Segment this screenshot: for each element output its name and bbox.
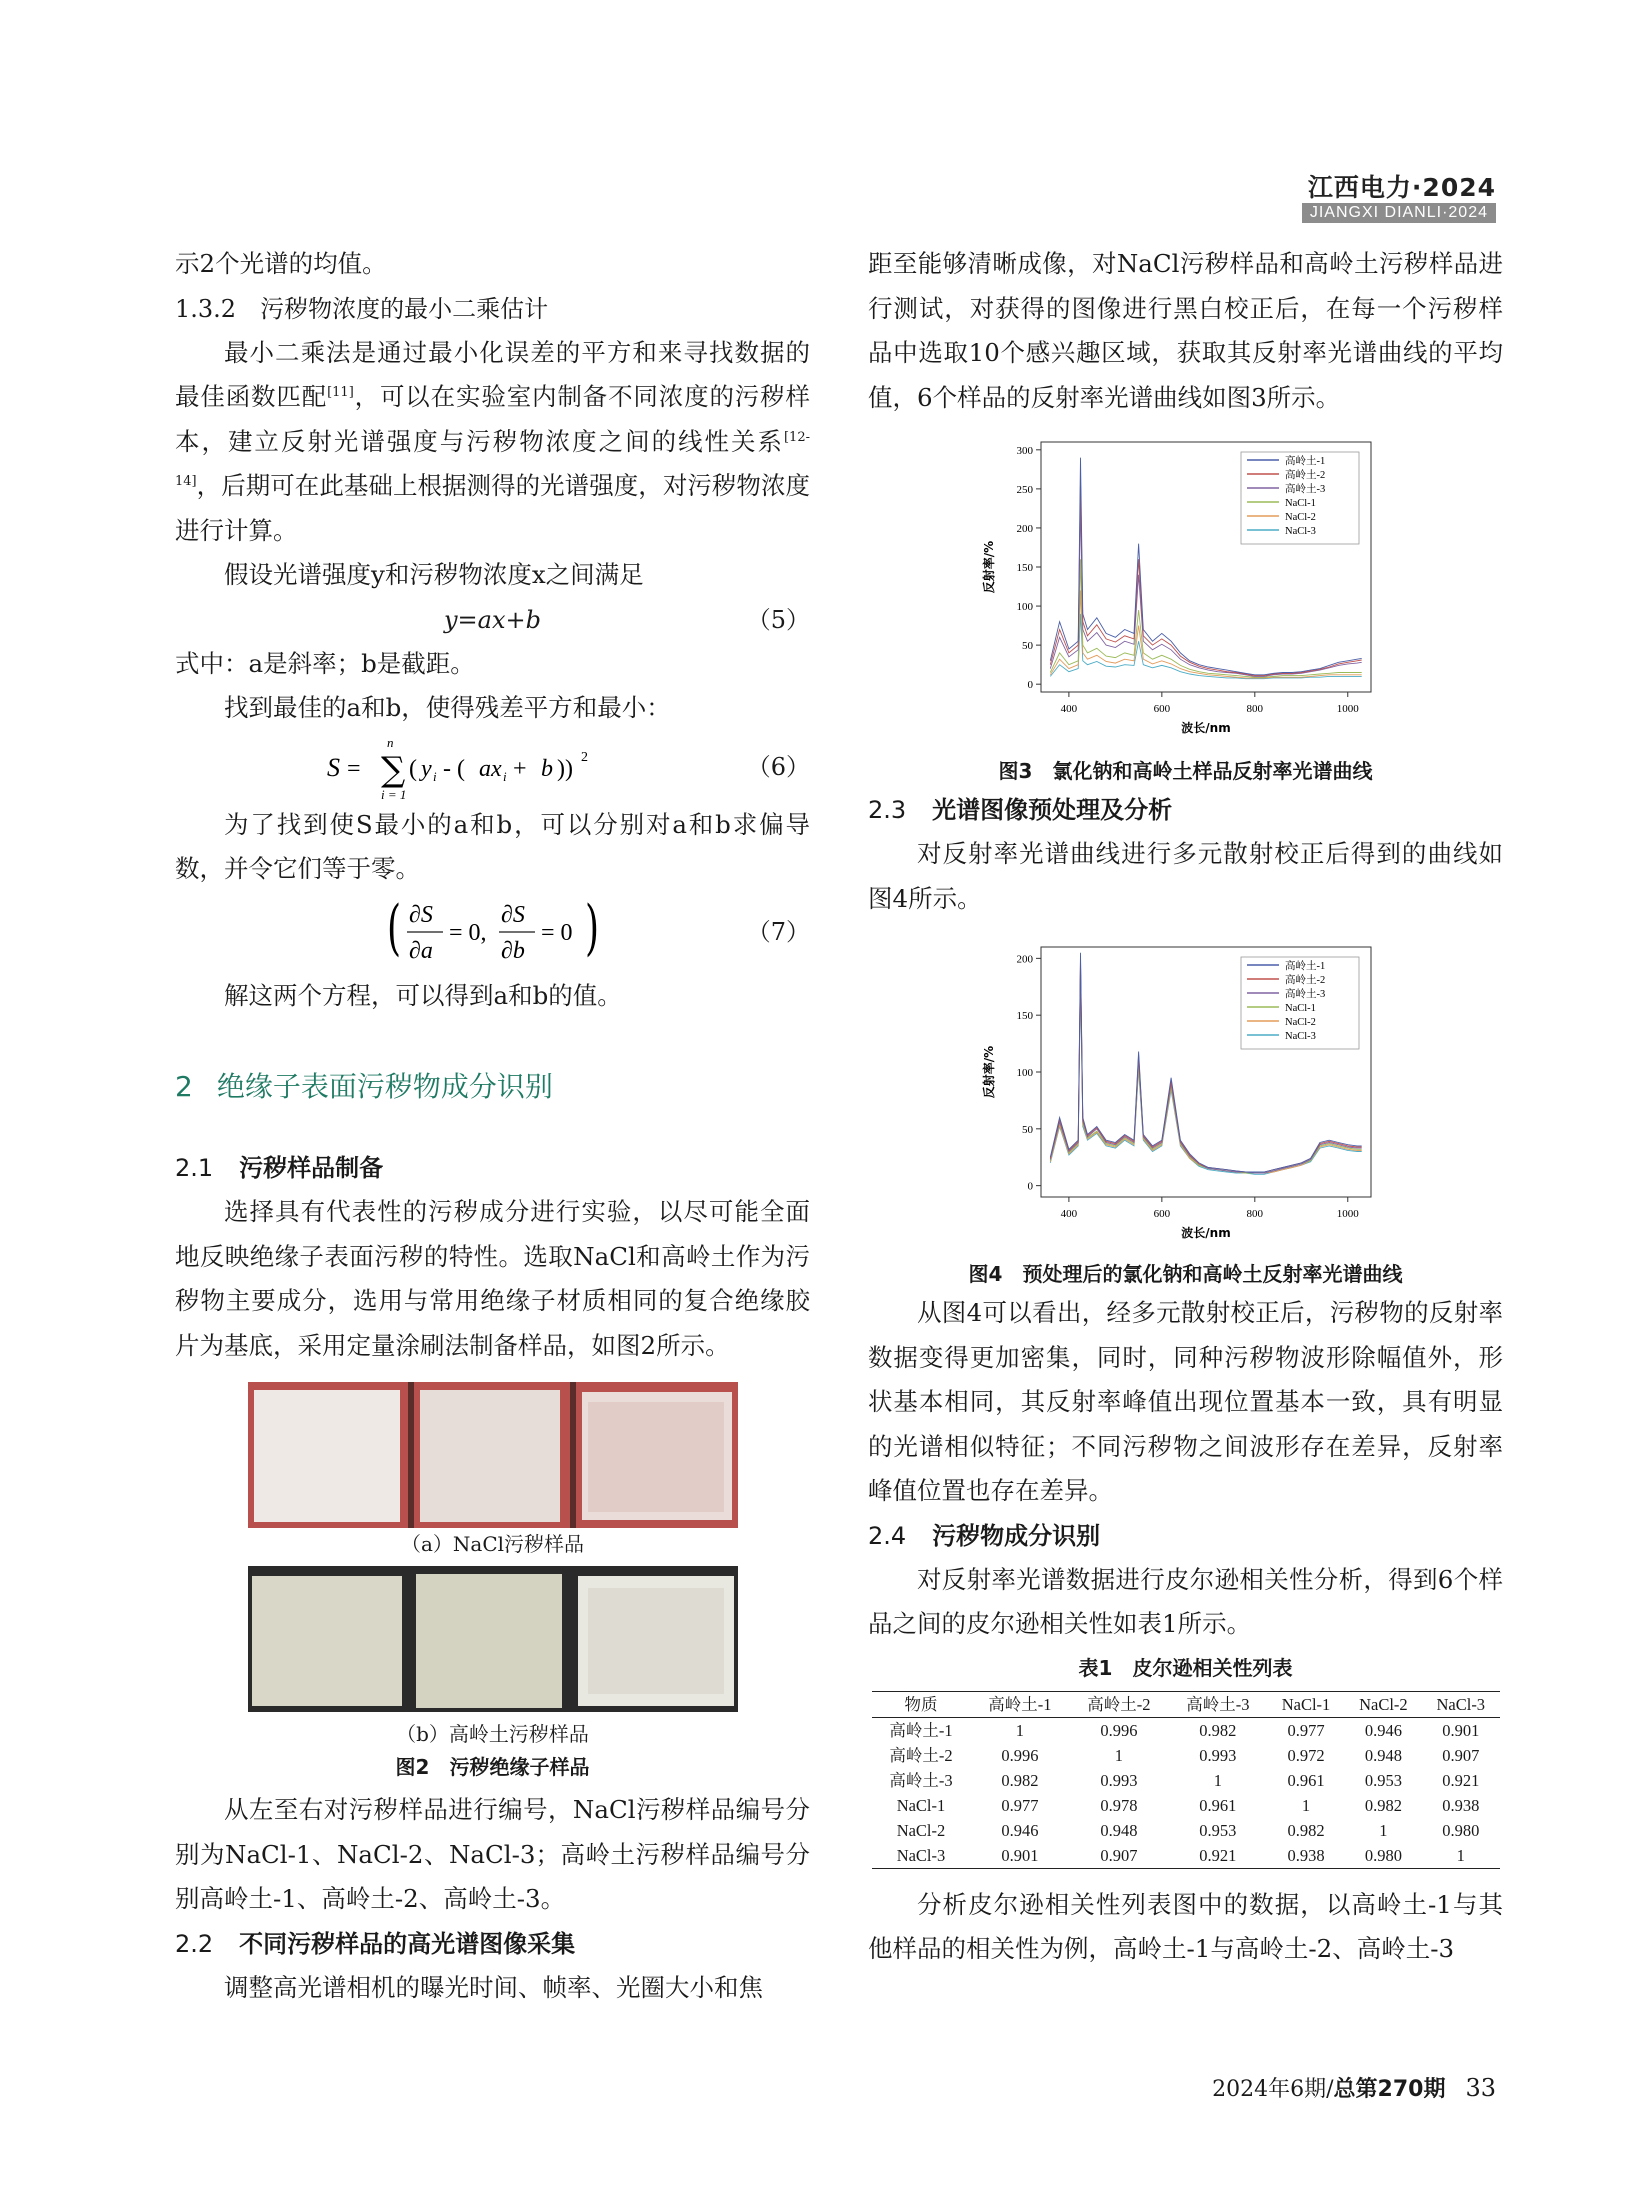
subsection-number: 2.3 bbox=[868, 796, 907, 824]
figure-subcaption: （b）高岭土污秽样品 bbox=[396, 1722, 589, 1746]
equation-body: y=ax+b bbox=[444, 605, 541, 634]
table-cell: 0.907 bbox=[1442, 1745, 1480, 1765]
figure-4-chart bbox=[971, 935, 1401, 1255]
table-cell: 0.980 bbox=[1442, 1820, 1480, 1840]
paragraph: 对反射率光谱数据进行皮尔逊相关性分析，得到6个样品之间的皮尔逊相关性如表1所示。 bbox=[868, 1564, 1503, 1638]
table-row bbox=[872, 1843, 1500, 1869]
journal-subtitle: JIANGXI DIANLI·2024 bbox=[1302, 203, 1496, 223]
figure-subcaption: （a）NaCl污秽样品 bbox=[400, 1532, 585, 1556]
equation-graphic bbox=[327, 731, 657, 803]
paragraph: 对反射率光谱曲线进行多元散射校正后得到的曲线如图4所示。 bbox=[868, 839, 1503, 913]
table-cell: 0.996 bbox=[1100, 1720, 1138, 1740]
table-cell: NaCl-3 bbox=[896, 1845, 946, 1865]
legend-label: 高岭土-2 bbox=[1284, 470, 1325, 481]
figure-caption: 图2 污秽绝缘子样品 bbox=[395, 1755, 590, 1779]
subsection-number: 2.2 bbox=[175, 1929, 214, 1958]
section-heading bbox=[175, 1062, 810, 1112]
y-tick-label: 50 bbox=[1021, 1123, 1033, 1136]
table-cell: 0.948 bbox=[1364, 1745, 1402, 1765]
table-cell: 0.901 bbox=[1001, 1845, 1039, 1865]
svg-text:2: 2 bbox=[581, 749, 588, 765]
y-tick-label: 200 bbox=[1016, 953, 1033, 966]
svg-text:∑: ∑ bbox=[381, 749, 406, 790]
subsection-title: 污秽样品制备 bbox=[239, 1154, 384, 1182]
nacl-sample-photo bbox=[248, 1382, 738, 1528]
subsection-title: 不同污秽样品的高光谱图像采集 bbox=[239, 1929, 576, 1958]
paragraph: 从左至右对污秽样品进行编号，NaCl污秽样品编号分别为NaCl-1、NaCl-2、NaCl-3；高岭土污秽样品编号分别高岭土-1、高岭土-2、高岭土-3。 bbox=[175, 1795, 810, 1913]
table-cell: 0.921 bbox=[1199, 1845, 1237, 1865]
equation-number: （5） bbox=[746, 605, 810, 634]
y-tick-label: 50 bbox=[1021, 640, 1033, 653]
legend-label: 高岭土-3 bbox=[1284, 484, 1325, 495]
legend-label: NaCl-1 bbox=[1284, 1003, 1316, 1014]
paragraph: 假设光谱强度y和污秽物浓度x之间满足 bbox=[224, 560, 644, 589]
table-cell: 0.953 bbox=[1199, 1820, 1237, 1840]
y-tick-label: 0 bbox=[1027, 1180, 1033, 1193]
y-tick-label: 0 bbox=[1027, 679, 1033, 692]
svg-text:= 0,: = 0, bbox=[449, 919, 487, 946]
subsection-heading: 1.3.2 污秽物浓度的最小二乘估计 bbox=[175, 294, 549, 323]
table-cell: 0.972 bbox=[1287, 1745, 1325, 1765]
x-tick-label: 400 bbox=[1060, 703, 1077, 715]
legend-label: NaCl-2 bbox=[1284, 1017, 1316, 1028]
svg-text:)): )) bbox=[557, 755, 573, 782]
table-cell: 0.946 bbox=[1001, 1820, 1039, 1840]
table-header: NaCl-2 bbox=[1359, 1694, 1408, 1714]
page-footer bbox=[1212, 2072, 1496, 2103]
paragraph: 找到最佳的a和b，使得残差平方和最小： bbox=[224, 693, 671, 722]
legend-label: NaCl-3 bbox=[1284, 1031, 1316, 1042]
table-header: 高岭土-1 bbox=[988, 1694, 1052, 1714]
x-tick-label: 800 bbox=[1246, 1208, 1263, 1220]
table-cell: 0.938 bbox=[1287, 1845, 1325, 1865]
table-cell: 1 bbox=[1456, 1845, 1465, 1865]
table-header: 高岭土-3 bbox=[1186, 1694, 1250, 1714]
right-column bbox=[868, 242, 1503, 1972]
subsection-heading bbox=[175, 1146, 810, 1190]
table-row bbox=[872, 1793, 1500, 1818]
y-tick-label: 150 bbox=[1016, 1010, 1033, 1023]
table-cell: 1 bbox=[1213, 1770, 1222, 1790]
svg-text:i = 1: i = 1 bbox=[381, 786, 407, 802]
table-cell: 0.982 bbox=[1364, 1795, 1402, 1815]
legend-label: NaCl-1 bbox=[1284, 498, 1316, 509]
table-cell: 1 bbox=[1379, 1820, 1388, 1840]
svg-text:= 0: = 0 bbox=[541, 919, 573, 946]
paragraph: 示2个光谱的均值。 bbox=[175, 249, 387, 278]
x-tick-label: 600 bbox=[1153, 703, 1170, 715]
y-tick-label: 100 bbox=[1016, 601, 1033, 614]
section-number: 2 bbox=[175, 1070, 193, 1103]
table-cell: 0.982 bbox=[1199, 1720, 1237, 1740]
subsection-heading bbox=[868, 788, 1503, 832]
paragraph: 分析皮尔逊相关性列表图中的数据，以高岭土-1与其他样品的相关性为例，高岭土-1与高岭土-2、高岭土-3 bbox=[868, 1889, 1503, 1963]
paragraph: 从图4可以看出，经多元散射校正后，污秽物的反射率数据变得更加密集，同时，同种污秽物波形除幅值外，形状基本相同，其反射率峰值出现位置基本一致，具有明显的光谱相似特征；不同污秽物之间波形存在差异，反射率峰值位置也存在差异。 bbox=[868, 1298, 1503, 1505]
subsection-title: 光谱图像预处理及分析 bbox=[932, 796, 1173, 824]
left-column bbox=[175, 242, 810, 2010]
table-header: 物质 bbox=[904, 1694, 938, 1714]
table-cell: 0.982 bbox=[1001, 1770, 1039, 1790]
table-cell: 1 bbox=[1015, 1720, 1025, 1740]
table-cell: 0.961 bbox=[1287, 1770, 1325, 1790]
subsection-title: 污秽物成分识别 bbox=[932, 1521, 1101, 1550]
equation-5 bbox=[175, 598, 810, 642]
y-axis-label: 反射率/% bbox=[981, 540, 996, 594]
legend-label: 高岭土-1 bbox=[1284, 456, 1325, 467]
table-cell: 高岭土-2 bbox=[889, 1745, 953, 1765]
svg-text:∂a: ∂a bbox=[409, 937, 433, 964]
table-header: NaCl-1 bbox=[1281, 1694, 1331, 1714]
table-cell: 1 bbox=[1301, 1795, 1311, 1815]
subsection-number: 2.4 bbox=[868, 1521, 907, 1550]
x-tick-label: 1000 bbox=[1336, 703, 1359, 715]
table-header: 高岭土-2 bbox=[1087, 1694, 1151, 1714]
x-tick-label: 400 bbox=[1060, 1208, 1077, 1220]
paragraph: 选择具有代表性的污秽成分进行实验，以尽可能全面地反映绝缘子表面污秽的特性。选取NaCl和高岭土作为污秽物主要成分，选用与常用绝缘子材质相同的复合绝缘胶片为基底，采用定量涂刷法制备样品，如图2所示。 bbox=[175, 1197, 810, 1360]
x-axis-label: 波长/nm bbox=[1180, 721, 1231, 735]
legend-label: 高岭土-2 bbox=[1284, 975, 1325, 986]
table-cell: 0.948 bbox=[1100, 1820, 1138, 1840]
table-header-row bbox=[872, 1691, 1500, 1717]
x-tick-label: 1000 bbox=[1336, 1208, 1359, 1220]
table-cell: 高岭土-3 bbox=[889, 1770, 953, 1790]
x-tick-label: 800 bbox=[1246, 703, 1263, 715]
equation-number: （7） bbox=[746, 917, 810, 946]
table-cell: 0.953 bbox=[1364, 1770, 1402, 1790]
paragraph: 调整高光谱相机的曝光时间、帧率、光圈大小和焦 bbox=[224, 1972, 763, 2002]
journal-title: 江西电力·2024 bbox=[1307, 173, 1496, 202]
table-cell: 0.907 bbox=[1100, 1845, 1138, 1865]
pearson-correlation-table bbox=[872, 1691, 1500, 1869]
svg-text:): ) bbox=[585, 891, 600, 963]
y-tick-label: 200 bbox=[1016, 522, 1033, 535]
table-cell: 0.993 bbox=[1199, 1745, 1237, 1765]
table-row bbox=[872, 1818, 1500, 1843]
legend-label: 高岭土-3 bbox=[1284, 989, 1325, 1000]
series-line bbox=[1050, 590, 1361, 678]
svg-text:ax: ax bbox=[479, 755, 502, 782]
total-issue: 总第270期 bbox=[1333, 2077, 1446, 2102]
table-row bbox=[872, 1743, 1500, 1768]
subsection-heading bbox=[175, 1922, 810, 1966]
paragraph: 解这两个方程，可以得到a和b的值。 bbox=[224, 980, 622, 1010]
issue-info: 2024年6期/ bbox=[1212, 2077, 1334, 2102]
x-tick-label: 600 bbox=[1153, 1208, 1170, 1220]
svg-text:(: ( bbox=[409, 755, 417, 782]
svg-text:(: ( bbox=[387, 891, 402, 963]
table-cell: 高岭土-1 bbox=[889, 1720, 953, 1740]
svg-text:i: i bbox=[433, 768, 437, 784]
paragraph bbox=[175, 331, 810, 554]
svg-text:∂S: ∂S bbox=[409, 901, 433, 928]
figure-caption: 图4 预处理后的氯化钠和高岭土反射率光谱曲线 bbox=[968, 1262, 1403, 1286]
svg-text:=: = bbox=[347, 755, 361, 782]
subsection-heading bbox=[868, 1514, 1503, 1558]
text: 最小二乘法是通过最小化误差的平方和来寻找数据的最佳函数匹配 bbox=[175, 337, 810, 411]
figure-3-chart bbox=[971, 430, 1401, 750]
table-header: NaCl-3 bbox=[1436, 1694, 1486, 1714]
table-cell: 0.938 bbox=[1442, 1795, 1480, 1815]
legend-label: 高岭土-1 bbox=[1284, 961, 1325, 972]
table-cell: 0.901 bbox=[1442, 1720, 1480, 1740]
equation-graphic bbox=[387, 892, 627, 974]
table-cell: 0.921 bbox=[1442, 1770, 1480, 1790]
section-title: 绝缘子表面污秽物成分识别 bbox=[216, 1070, 553, 1103]
equation-7 bbox=[175, 892, 810, 974]
kaolin-sample-photo bbox=[248, 1566, 738, 1712]
y-tick-label: 100 bbox=[1016, 1067, 1033, 1079]
svg-text:+: + bbox=[513, 755, 527, 782]
table-cell: 0.961 bbox=[1199, 1795, 1237, 1815]
table-cell: 0.977 bbox=[1001, 1795, 1039, 1815]
paragraph: 距至能够清晰成像，对NaCl污秽样品和高岭土污秽样品进行测试，对获得的图像进行黑白校正后，在每一个污秽样品中选取10个感兴趣区域，获取其反射率光谱曲线的平均值，6个样品的反射率光谱曲线如图3所示。 bbox=[868, 249, 1503, 412]
svg-text:∂b: ∂b bbox=[501, 937, 525, 964]
paragraph: 为了找到使S最小的a和b，可以分别对a和b求偏导数，并令它们等于零。 bbox=[175, 809, 810, 883]
svg-text:y: y bbox=[421, 755, 432, 782]
table-cell: 0.980 bbox=[1364, 1845, 1402, 1865]
figure-caption: 图3 氯化钠和高岭土样品反射率光谱曲线 bbox=[998, 759, 1373, 783]
x-axis-label: 波长/nm bbox=[1180, 1226, 1231, 1240]
subsection-number: 2.1 bbox=[175, 1154, 214, 1182]
table-cell: 0.982 bbox=[1287, 1820, 1325, 1840]
table-cell: 0.946 bbox=[1364, 1720, 1402, 1740]
y-tick-label: 150 bbox=[1016, 562, 1033, 574]
svg-text:∂S: ∂S bbox=[501, 901, 525, 928]
paragraph: 式中：a是斜率；b是截距。 bbox=[175, 648, 475, 678]
equation-6 bbox=[175, 731, 810, 803]
page-number: 33 bbox=[1465, 2074, 1496, 2102]
text: ，可以在实验室内制备不同浓度的污秽样本，建立反射光谱强度与污秽物浓度之间的线性关系 bbox=[175, 382, 810, 456]
svg-text:- (: - ( bbox=[443, 755, 465, 782]
y-axis-label: 反射率/% bbox=[981, 1045, 996, 1099]
table-cell: NaCl-2 bbox=[896, 1820, 946, 1840]
equation-number: （6） bbox=[746, 752, 810, 781]
table-cell: 0.993 bbox=[1100, 1770, 1138, 1790]
y-tick-label: 250 bbox=[1016, 483, 1033, 496]
citation[interactable]: [12-14] bbox=[175, 429, 810, 489]
table-cell: 0.978 bbox=[1100, 1795, 1138, 1815]
text: ，后期可在此基础上根据测得的光谱强度，对污秽物浓度进行计算。 bbox=[175, 471, 810, 545]
table-cell: 0.996 bbox=[1001, 1745, 1039, 1765]
legend-label: NaCl-3 bbox=[1284, 526, 1316, 537]
table-cell: NaCl-1 bbox=[896, 1795, 946, 1815]
svg-text:n: n bbox=[387, 734, 394, 750]
svg-text:i: i bbox=[503, 768, 507, 784]
citation[interactable]: [11] bbox=[327, 384, 354, 400]
table-row bbox=[872, 1768, 1500, 1793]
table-cell: 1 bbox=[1114, 1745, 1123, 1765]
svg-text:b: b bbox=[541, 755, 553, 782]
table-caption: 表1 皮尔逊相关性列表 bbox=[1078, 1655, 1293, 1680]
table-row bbox=[872, 1717, 1500, 1743]
svg-text:S: S bbox=[327, 752, 340, 782]
legend-label: NaCl-2 bbox=[1284, 512, 1316, 523]
table-cell: 0.977 bbox=[1287, 1720, 1325, 1740]
y-tick-label: 300 bbox=[1016, 444, 1033, 457]
